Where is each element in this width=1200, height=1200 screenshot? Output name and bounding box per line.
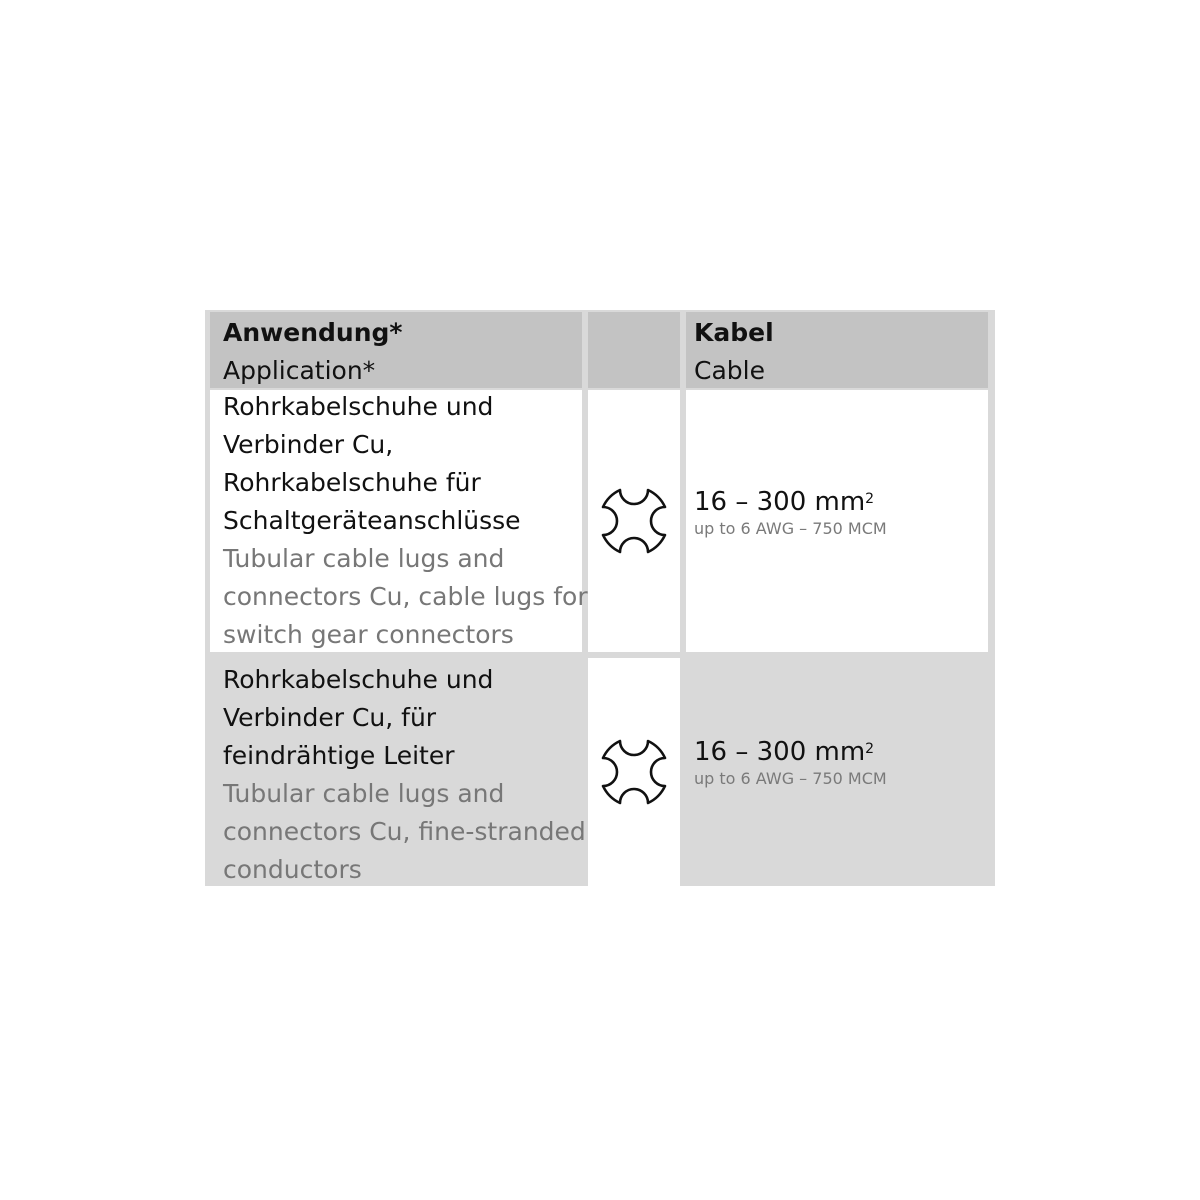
row-2-application-en-line: conductors xyxy=(223,855,362,884)
row-2-cable-cell xyxy=(686,658,988,886)
row-1-application-cell xyxy=(210,390,588,652)
row-2-application-de-line: Rohrkabelschuhe und xyxy=(223,665,494,694)
row-1-application-de-line: Verbinder Cu, xyxy=(223,430,394,459)
row-2-application-cell xyxy=(210,658,586,886)
row-2-application-de-line: feindrähtige Leiter xyxy=(223,741,455,770)
row-2-cable-range: 16 – 300 $mm^2$ xyxy=(694,737,875,767)
row-2-application-de-line: Verbinder Cu, für xyxy=(223,703,437,732)
row-1-application-en-line: connectors Cu, cable lugs for xyxy=(223,582,588,611)
header-icon-cell xyxy=(588,312,680,388)
hexagonal-crimp-die-icon xyxy=(594,732,674,812)
row-1-application-en-line: Tubular cable lugs and xyxy=(223,544,505,573)
row-2-application-en-line: connectors Cu, fine-stranded xyxy=(223,817,586,846)
row-1-cable-cell xyxy=(686,390,988,652)
superscript-unit: 2 xyxy=(865,741,875,757)
row-1-application-de-line: Rohrkabelschuhe und xyxy=(223,392,494,421)
superscript-unit: 2 xyxy=(865,491,875,507)
application-table xyxy=(205,310,995,886)
row-1-cable-range: 16 – 300 $mm^2$ xyxy=(694,487,875,517)
header-cable-en: Cable xyxy=(694,356,765,385)
header-application-de: Anwendung* xyxy=(223,318,403,347)
row-1-cable-range-awg: up to 6 AWG – 750 MCM xyxy=(694,519,887,538)
row-2-application-en-line: Tubular cable lugs and xyxy=(223,779,505,808)
row-1-application-de-line: Rohrkabelschuhe für xyxy=(223,468,481,497)
header-application-en: Application* xyxy=(223,356,376,385)
row-2-cable-range-awg: up to 6 AWG – 750 MCM xyxy=(694,769,887,788)
row-1-icon-cell xyxy=(588,390,680,652)
row-1-application-de-line: Schaltgeräteanschlüsse xyxy=(223,506,521,535)
header-cable-de: Kabel xyxy=(694,318,774,347)
header-application-cell xyxy=(210,312,582,388)
header-cable-cell xyxy=(686,312,988,388)
row-2-icon-cell xyxy=(588,658,680,886)
row-1-application-en-line: switch gear connectors xyxy=(223,620,514,649)
hexagonal-crimp-die-icon xyxy=(594,481,674,561)
